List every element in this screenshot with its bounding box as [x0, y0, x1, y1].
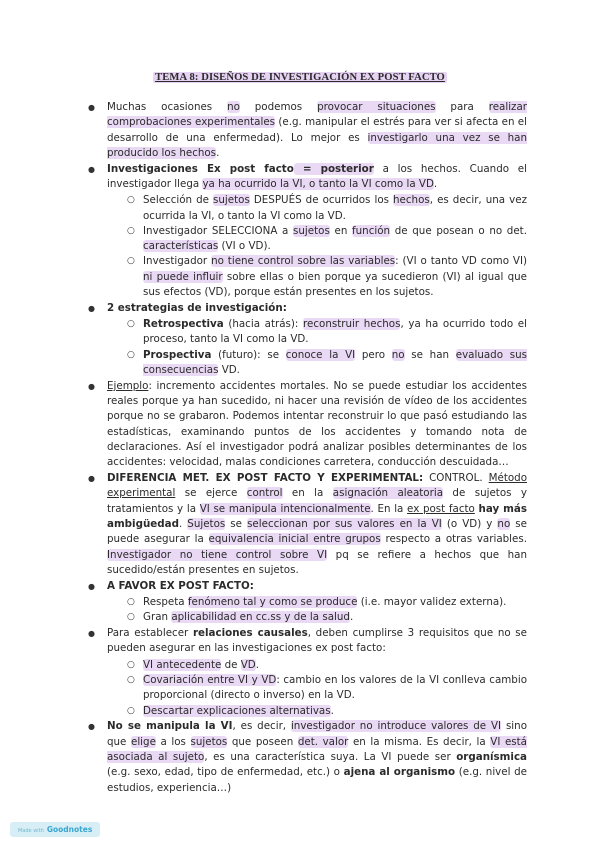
sub-list-item: ○ Investigador no tiene control sobre las variables: (VI o tanto VD como VI) ni puede influir sobre ellas o bien porque ya sucedieron (VI) al igual que sus efectos (VD), porque están presentes en los sujetos.: [107, 254, 527, 300]
sub-list-item: ○ Retrospectiva (hacia atrás): reconstruir hechos, ya ha ocurrido todo el proceso, tanto la VI como la VD.: [107, 317, 527, 348]
sub-list-item: ○ Gran aplicabilidad en cc.ss y de la salud.: [107, 610, 527, 625]
list-item: ● DIFERENCIA MET. EX POST FACTO Y EXPERIMENTAL: CONTROL. Método experimental se ejerce control en la asignación aleatoria de sujetos y tratamientos y la VI se manipula intencionalmente. En la ex post facto hay más ambigüedad. Sujetos se seleccionan por sus valores en la VI (o VD) y no se puede asegurar la equivalencia inicial entre grupos respecto a otras variables. Investigador no tiene control sobre VI pq se refiere a hechos que han sucedido/están presentes en sujetos.: [90, 471, 527, 578]
sub-list-item: ○ Prospectiva (futuro): se conoce la VI pero no se han evaluado sus consecuencias VD.: [107, 348, 527, 379]
sub-list-item: ○ VI antecedente de VD.: [107, 658, 527, 673]
sub-list: [107, 658, 527, 719]
sub-list-item: ○ Covariación entre VI y VD: cambio en los valores de la VI conlleva cambio proporcional (directo o inverso) en la VD.: [107, 673, 527, 704]
list-item: ● A FAVOR EX POST FACTO: ○ Respeta fenómeno tal y como se produce (i.e. mayor validez externa). ○ Gran aplicabilidad en cc.ss y de la salud.: [90, 579, 527, 626]
list-item: ● Muchas ocasiones no podemos provocar situaciones para realizar comprobaciones experimentales (e.g. manipular el estrés para ver si afecta en el desarrollo de una enfermedad). Lo mejor es investigarlo una vez se han producido los hechos.: [90, 100, 527, 161]
bullet-list: [90, 100, 527, 796]
sub-list-item: ○ Respeta fenómeno tal y como se produce (i.e. mayor validez externa).: [107, 595, 527, 610]
sub-list-item: ○ Investigador SELECCIONA a sujetos en función de que posean o no det. características (VI o VD).: [107, 224, 527, 255]
sub-list: [107, 193, 527, 300]
sub-list: [107, 595, 527, 626]
list-item: ● Para establecer relaciones causales, deben cumplirse 3 requisitos que no se pueden asegurar en las investigaciones ex post facto: ○ VI antecedente de VD. ○ Covariación entre VI y VD: cambio en los valores de la VI conlleva cambio proporcional (directo o inverso) en la VD. ○ Descartar explicaciones alternativas.: [90, 626, 527, 719]
notes-body: [90, 100, 527, 796]
page-title: TEMA 8: DISEÑOS DE INVESTIGACIÓN EX POST FACTO: [155, 72, 445, 83]
sub-list: [107, 317, 527, 378]
list-item: ● 2 estrategias de investigación: ○ Retrospectiva (hacia atrás): reconstruir hechos, ya ha ocurrido todo el proceso, tanto la VI como la VD. ○ Prospectiva (futuro): se conoce la VI pero no se han evaluado sus consecuencias VD.: [90, 301, 527, 378]
goodnotes-badge: Made with Goodnotes: [10, 822, 100, 837]
list-item: ● No se manipula la VI, es decir, investigador no introduce valores de VI sino que elige a los sujetos que poseen det. valor en la misma. Es decir, la VI está asociada al sujeto, es una característica suya. La VI puede ser organísmica (e.g. sexo, edad, tipo de enfermedad, etc.) o ajena al organismo (e.g. nivel de estudios, experiencia…): [90, 719, 527, 795]
sub-list-item: ○ Descartar explicaciones alternativas.: [107, 704, 527, 719]
sub-list-item: ○ Selección de sujetos DESPUÉS de ocurridos los hechos, es decir, una vez ocurrida la VI, o tanto la VI como la VD.: [107, 193, 527, 224]
list-item: ● Investigaciones Ex post facto = posterior a los hechos. Cuando el investigador llega ya ha ocurrido la VI, o tanto la VI como la VD. ○ Selección de sujetos DESPUÉS de ocurridos los hechos, es decir, una vez ocurrida la VI, o tanto la VI como la VD. ○ Investigador SELECCIONA a sujetos en función de que posean o no det. características (VI o VD). ○ Investigador no tiene control sobre las variables: (VI o tanto VD como VI) ni puede influir sobre ellas o bien porque ya sucedieron (VI) al igual que sus efectos (VD), porque están presentes en los sujetos.: [90, 162, 527, 301]
list-item: ● Ejemplo: incremento accidentes mortales. No se puede estudiar los accidentes reales porque ya han sucedido, ni hacer una revisión de vídeo de los accidentes porque no se grabaron. Podemos intentar reconstruir lo que pasó estudiando las estadísticas, examinando puntos de los accidentes y tomando nota de declaraciones. Así el investigador podrá analizar posibles determinantes de los accidentes: velocidad, malas condiciones carretera, conducción descuidada…: [90, 379, 527, 471]
